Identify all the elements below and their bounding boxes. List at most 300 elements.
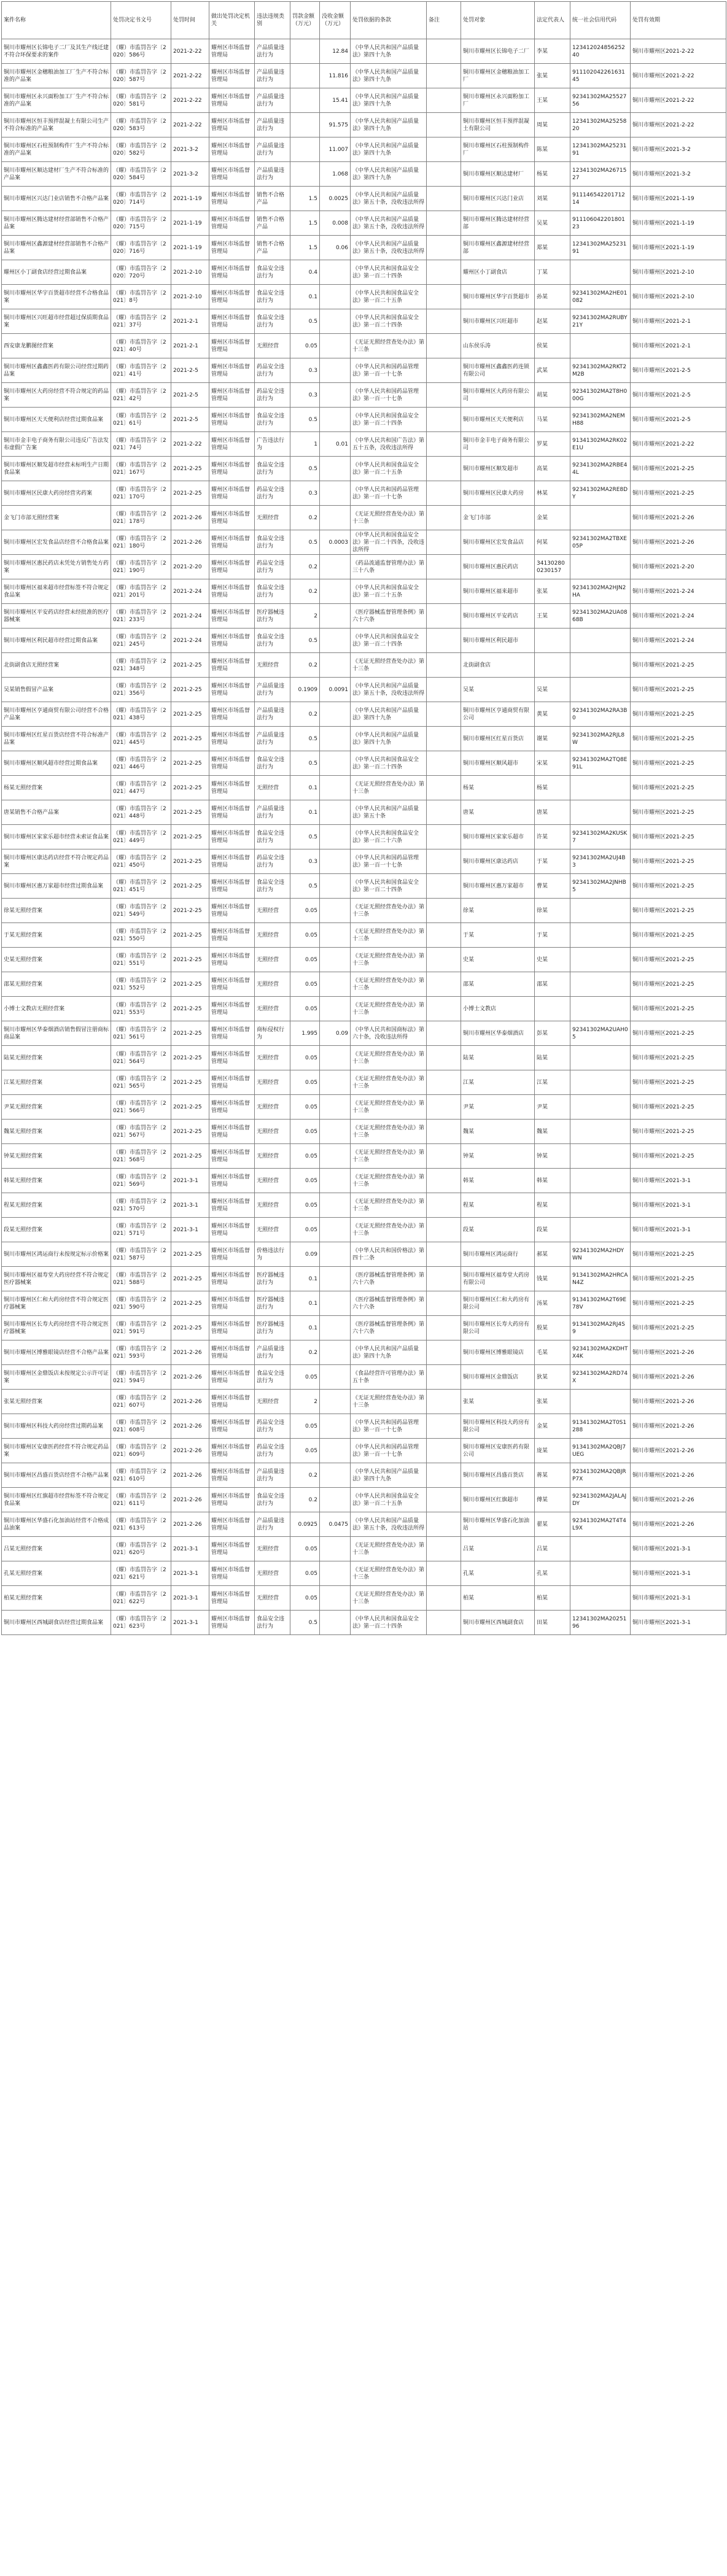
- cell-remark: [427, 1046, 461, 1070]
- cell-validity-period: 铜川市耀州区2021-2-26: [631, 1365, 726, 1390]
- cell-legal-representative: 魏某: [535, 1120, 570, 1144]
- table-row: [2, 309, 726, 334]
- cell-confiscation-amount: [320, 1390, 351, 1414]
- cell-legal-representative: 尹某: [535, 1095, 570, 1120]
- cell-violation-type: 药品安全违法行为: [255, 481, 290, 506]
- cell-penalty-date: 2021-2-26: [171, 1439, 209, 1463]
- cell-credit-code: [570, 776, 631, 800]
- cell-fine-amount: 0.2: [290, 1488, 320, 1512]
- cell-validity-period: 铜川市耀州区2021-2-1: [631, 309, 726, 334]
- cell-legal-representative: 毛某: [535, 1340, 570, 1365]
- cell-credit-code: [570, 555, 631, 579]
- cell-decision-number: （耀）市监罚告字〔2021〕570号: [111, 1193, 171, 1218]
- cell-decision-number: （耀）市监罚告字〔2021〕571号: [111, 1218, 171, 1242]
- cell-fine-amount: 0.5: [290, 751, 320, 776]
- cell-case-name: 铜川市耀州区石柱预制构件厂生产不符合标准的产品案: [2, 137, 111, 162]
- cell-case-name: 耀州区小丁副食店经营过期食品案: [2, 260, 111, 285]
- cell-violation-type: 药品安全违法行为: [255, 555, 290, 579]
- cell-confiscation-amount: 0.008: [320, 211, 351, 236]
- cell-violation-type: 无照经营: [255, 653, 290, 678]
- table-row: [2, 383, 726, 408]
- cell-remark: [427, 1561, 461, 1586]
- cell-confiscation-amount: [320, 653, 351, 678]
- cell-fine-amount: 0.2: [290, 653, 320, 678]
- table-row: [2, 1340, 726, 1365]
- cell-case-name: 铜川市耀州区博雅眼镜店经营不合格产品案: [2, 1340, 111, 1365]
- cell-authority: 耀州区市场监督管理局: [209, 211, 255, 236]
- cell-case-name: 韩某无照经营案: [2, 1169, 111, 1193]
- cell-fine-amount: 0.5: [290, 629, 320, 653]
- cell-authority: 耀州区市场监督管理局: [209, 1537, 255, 1561]
- table-row: [2, 88, 726, 113]
- cell-case-name: 唐某销售不合格产品案: [2, 800, 111, 825]
- cell-penalty-date: 2021-2-5: [171, 408, 209, 432]
- cell-credit-code: [570, 1120, 631, 1144]
- cell-penalized-party: 铜川市耀州区利民超市: [461, 629, 535, 653]
- cell-penalized-party: 耀州区小丁副食店: [461, 260, 535, 285]
- cell-authority: 耀州区市场监督管理局: [209, 776, 255, 800]
- cell-decision-number: （耀）市监罚告字〔2021〕567号: [111, 1120, 171, 1144]
- cell-authority: 耀州区市场监督管理局: [209, 64, 255, 88]
- cell-fine-amount: 0.1: [290, 285, 320, 309]
- cell-penalized-party: 铜川市耀州区华泰烟酒店: [461, 1021, 535, 1046]
- cell-penalty-date: 2021-2-22: [171, 64, 209, 88]
- cell-legal-representative: 田某: [535, 1611, 570, 1635]
- cell-authority: 耀州区市场监督管理局: [209, 678, 255, 702]
- cell-confiscation-amount: [320, 776, 351, 800]
- cell-legal-basis: 《无证无照经营查处办法》第十三条: [351, 1193, 427, 1218]
- table-row: [2, 702, 726, 727]
- cell-fine-amount: 0.1: [290, 800, 320, 825]
- table-row: [2, 1046, 726, 1070]
- cell-violation-type: 广告违法行为: [255, 432, 290, 457]
- cell-penalty-date: 2021-3-1: [171, 1193, 209, 1218]
- cell-case-name: 铜川市耀州区福寿堂大药房经营不符合规定医疗器械案: [2, 1267, 111, 1291]
- cell-validity-period: 铜川市耀州区2021-1-19: [631, 211, 726, 236]
- cell-fine-amount: 0.0925: [290, 1512, 320, 1537]
- cell-fine-amount: [290, 88, 320, 113]
- cell-violation-type: 食品安全违法行为: [255, 285, 290, 309]
- cell-remark: [427, 776, 461, 800]
- cell-legal-basis: 《无证无照经营查处办法》第十三条: [351, 1390, 427, 1414]
- cell-legal-representative: 曹某: [535, 874, 570, 899]
- cell-decision-number: （耀）市监罚告字〔2021〕565号: [111, 1070, 171, 1095]
- cell-violation-type: 药品安全违法行为: [255, 383, 290, 408]
- table-row: [2, 1611, 726, 1635]
- table-row: [2, 481, 726, 506]
- cell-violation-type: 医疗器械违法行为: [255, 1316, 290, 1340]
- cell-credit-code: 92341302MA2KUSK7: [570, 825, 631, 849]
- cell-case-name: 于某无照经营案: [2, 923, 111, 948]
- cell-legal-representative: 彭某: [535, 1021, 570, 1046]
- cell-fine-amount: 0.5: [290, 727, 320, 751]
- cell-fine-amount: 0.5: [290, 825, 320, 849]
- cell-legal-representative: 341302800230157: [535, 555, 570, 579]
- cell-legal-basis: 《无证无照经营查处办法》第十三条: [351, 972, 427, 997]
- cell-remark: [427, 555, 461, 579]
- cell-validity-period: 铜川市耀州区2021-2-25: [631, 702, 726, 727]
- cell-validity-period: 铜川市耀州区2021-2-26: [631, 1340, 726, 1365]
- cell-decision-number: （耀）市监罚告字〔2021〕245号: [111, 629, 171, 653]
- cell-decision-number: （耀）市监罚告字〔2021〕593号: [111, 1340, 171, 1365]
- cell-credit-code: 92341302MA2RE8DY: [570, 481, 631, 506]
- cell-legal-representative: 杨某: [535, 162, 570, 187]
- cell-confiscation-amount: 0.09: [320, 1021, 351, 1046]
- cell-fine-amount: 0.05: [290, 972, 320, 997]
- cell-validity-period: 铜川市耀州区2021-2-1: [631, 334, 726, 358]
- cell-credit-code: 91341302MA2T0S1288: [570, 1414, 631, 1439]
- cell-violation-type: 无照经营: [255, 776, 290, 800]
- cell-penalty-date: 2021-2-10: [171, 260, 209, 285]
- header-case-name: 案件名称: [2, 2, 111, 39]
- cell-legal-representative: 李某: [535, 39, 570, 64]
- cell-credit-code: 12341202485625240: [570, 39, 631, 64]
- cell-remark: [427, 211, 461, 236]
- cell-confiscation-amount: [320, 1046, 351, 1070]
- cell-authority: 耀州区市场监督管理局: [209, 113, 255, 137]
- table-row: [2, 776, 726, 800]
- cell-penalty-date: 2021-2-25: [171, 825, 209, 849]
- cell-penalized-party: 铜川市金丰电子商务有限公司: [461, 432, 535, 457]
- cell-legal-basis: 《无证无照经营查处办法》第十三条: [351, 1218, 427, 1242]
- cell-legal-basis: 《中华人民共和国产品质量法》第四十九条: [351, 727, 427, 751]
- cell-fine-amount: 0.05: [290, 899, 320, 923]
- cell-case-name: 铜川市耀州区金鼎饭店未按规定公示许可证案: [2, 1365, 111, 1390]
- cell-violation-type: 产品质量违法行为: [255, 1512, 290, 1537]
- table-row: [2, 1586, 726, 1611]
- cell-validity-period: 铜川市耀州区2021-3-2: [631, 137, 726, 162]
- cell-case-name: 铜川市耀州区惠万家超市经营过期食品案: [2, 874, 111, 899]
- cell-confiscation-amount: 1.068: [320, 162, 351, 187]
- cell-penalty-date: 2021-1-19: [171, 211, 209, 236]
- cell-validity-period: 铜川市耀州区2021-3-1: [631, 1537, 726, 1561]
- cell-legal-representative: 唐某: [535, 800, 570, 825]
- cell-legal-representative: 吴某: [535, 211, 570, 236]
- cell-authority: 耀州区市场监督管理局: [209, 629, 255, 653]
- cell-decision-number: （耀）市监罚告字〔2021〕591号: [111, 1316, 171, 1340]
- cell-credit-code: [570, 923, 631, 948]
- cell-confiscation-amount: [320, 1611, 351, 1635]
- cell-legal-representative: 高某: [535, 457, 570, 481]
- cell-case-name: 段某无照经营案: [2, 1218, 111, 1242]
- cell-authority: 耀州区市场监督管理局: [209, 579, 255, 604]
- cell-case-name: 陆某无照经营案: [2, 1046, 111, 1070]
- cell-credit-code: [570, 653, 631, 678]
- table-row: [2, 1365, 726, 1390]
- cell-credit-code: [570, 260, 631, 285]
- cell-violation-type: 食品安全违法行为: [255, 629, 290, 653]
- cell-penalized-party: 铜川市耀州区金穗粮油加工厂: [461, 64, 535, 88]
- cell-confiscation-amount: [320, 1561, 351, 1586]
- cell-fine-amount: 0.2: [290, 1340, 320, 1365]
- cell-legal-basis: 《中华人民共和国食品安全法》第一百二十五条: [351, 579, 427, 604]
- cell-decision-number: （耀）市监罚告字〔2021〕607号: [111, 1390, 171, 1414]
- cell-credit-code: [570, 678, 631, 702]
- cell-fine-amount: 0.05: [290, 1365, 320, 1390]
- table-row: [2, 1463, 726, 1488]
- cell-penalized-party: 铜川市耀州区兴旺超市: [461, 309, 535, 334]
- cell-legal-representative: 林某: [535, 481, 570, 506]
- cell-case-name: 钟某无照经营案: [2, 1144, 111, 1169]
- table-row: [2, 727, 726, 751]
- cell-authority: 耀州区市场监督管理局: [209, 260, 255, 285]
- cell-credit-code: [570, 972, 631, 997]
- cell-penalized-party: 铜川市耀州区昌盛百货店: [461, 1463, 535, 1488]
- cell-credit-code: 92341302MA2RJL8W: [570, 727, 631, 751]
- cell-validity-period: 铜川市耀州区2021-2-25: [631, 899, 726, 923]
- cell-legal-representative: 罗某: [535, 432, 570, 457]
- cell-confiscation-amount: [320, 629, 351, 653]
- cell-decision-number: （耀）市监罚告字〔2021〕564号: [111, 1046, 171, 1070]
- cell-credit-code: [570, 1144, 631, 1169]
- cell-penalty-date: 2021-2-25: [171, 874, 209, 899]
- cell-case-name: 程某无照经营案: [2, 1193, 111, 1218]
- cell-legal-basis: 《中华人民共和国产品质量法》第四十九条: [351, 137, 427, 162]
- cell-credit-code: 91341302MA2QBJ7UEG: [570, 1439, 631, 1463]
- cell-violation-type: 无照经营: [255, 1095, 290, 1120]
- cell-confiscation-amount: [320, 800, 351, 825]
- cell-authority: 耀州区市场监督管理局: [209, 236, 255, 260]
- cell-authority: 耀州区市场监督管理局: [209, 457, 255, 481]
- cell-validity-period: 铜川市耀州区2021-2-25: [631, 751, 726, 776]
- cell-confiscation-amount: [320, 849, 351, 874]
- table-row: [2, 1439, 726, 1463]
- cell-violation-type: 医疗器械违法行为: [255, 1267, 290, 1291]
- cell-credit-code: [570, 899, 631, 923]
- cell-remark: [427, 88, 461, 113]
- cell-penalty-date: 2021-2-22: [171, 113, 209, 137]
- cell-confiscation-amount: [320, 1095, 351, 1120]
- cell-penalized-party: 唐某: [461, 800, 535, 825]
- cell-violation-type: 无照经营: [255, 334, 290, 358]
- cell-case-name: 铜川市耀州区顺达建材厂生产不符合标准的产品案: [2, 162, 111, 187]
- cell-case-name: 铜川市耀州区恒丰预拌混凝土有限公司生产不符合标准的产品案: [2, 113, 111, 137]
- cell-penalty-date: 2021-2-25: [171, 1267, 209, 1291]
- cell-violation-type: 无照经营: [255, 1070, 290, 1095]
- cell-legal-basis: 《中华人民共和国商标法》第六十条，没收违法所得: [351, 1021, 427, 1046]
- cell-confiscation-amount: [320, 1586, 351, 1611]
- cell-fine-amount: 0.09: [290, 1242, 320, 1267]
- cell-penalized-party: 铜川市耀州区石柱预制构件厂: [461, 137, 535, 162]
- table-row: [2, 1021, 726, 1046]
- cell-decision-number: （耀）市监罚告字〔2021〕613号: [111, 1512, 171, 1537]
- table-row: [2, 751, 726, 776]
- cell-penalized-party: 铜川市耀州区长寿大药房有限公司: [461, 1316, 535, 1340]
- cell-decision-number: （耀）市监罚告字〔2021〕608号: [111, 1414, 171, 1439]
- cell-legal-basis: 《中华人民共和国食品安全法》第一百二十四条，没收违法所得: [351, 530, 427, 555]
- cell-confiscation-amount: [320, 408, 351, 432]
- cell-confiscation-amount: 11.816: [320, 64, 351, 88]
- cell-remark: [427, 1218, 461, 1242]
- cell-decision-number: （耀）市监罚告字〔2021〕178号: [111, 506, 171, 530]
- cell-validity-period: 铜川市耀州区2021-2-25: [631, 1267, 726, 1291]
- cell-penalty-date: 2021-2-25: [171, 1316, 209, 1340]
- cell-fine-amount: 1: [290, 432, 320, 457]
- cell-penalty-date: 2021-2-26: [171, 506, 209, 530]
- cell-remark: [427, 727, 461, 751]
- cell-legal-basis: 《无证无照经营查处办法》第十三条: [351, 1169, 427, 1193]
- cell-authority: 耀州区市场监督管理局: [209, 1218, 255, 1242]
- cell-case-name: 铜川市耀州区家家乐超市经营未索证食品案: [2, 825, 111, 849]
- cell-legal-representative: 张某: [535, 1390, 570, 1414]
- cell-remark: [427, 629, 461, 653]
- cell-validity-period: 铜川市耀州区2021-2-5: [631, 358, 726, 383]
- table-row: [2, 113, 726, 137]
- cell-decision-number: （耀）市监罚告字〔2021〕37号: [111, 309, 171, 334]
- cell-decision-number: （耀）市监罚告字〔2021〕170号: [111, 481, 171, 506]
- cell-authority: 耀州区市场监督管理局: [209, 702, 255, 727]
- cell-validity-period: 铜川市耀州区2021-2-25: [631, 653, 726, 678]
- cell-legal-basis: 《无证无照经营查处办法》第十三条: [351, 1537, 427, 1561]
- cell-case-name: 柏某无照经营案: [2, 1586, 111, 1611]
- table-row: [2, 211, 726, 236]
- cell-remark: [427, 187, 461, 211]
- table-row: [2, 457, 726, 481]
- table-row: [2, 1414, 726, 1439]
- cell-legal-representative: 钟某: [535, 1144, 570, 1169]
- cell-fine-amount: 0.05: [290, 1586, 320, 1611]
- cell-credit-code: 91341302MA2T69E78V: [570, 1291, 631, 1316]
- cell-penalty-date: 2021-2-26: [171, 1340, 209, 1365]
- cell-decision-number: （耀）市监罚告字〔2021〕561号: [111, 1021, 171, 1046]
- cell-validity-period: 铜川市耀州区2021-2-25: [631, 1316, 726, 1340]
- cell-validity-period: 铜川市耀州区2021-2-26: [631, 1463, 726, 1488]
- cell-case-name: 铜川市耀州区亨通商贸有限公司经营不合格产品案: [2, 702, 111, 727]
- table-row: [2, 972, 726, 997]
- cell-authority: 耀州区市场监督管理局: [209, 1611, 255, 1635]
- cell-case-name: 徐某无照经营案: [2, 899, 111, 923]
- cell-penalized-party: 铜川市耀州区惠民药店: [461, 555, 535, 579]
- cell-legal-basis: 《无证无照经营查处办法》第十三条: [351, 1046, 427, 1070]
- cell-fine-amount: 0.05: [290, 1095, 320, 1120]
- cell-remark: [427, 1512, 461, 1537]
- cell-authority: 耀州区市场监督管理局: [209, 285, 255, 309]
- cell-decision-number: （耀）市监罚告字〔2021〕551号: [111, 948, 171, 972]
- cell-confiscation-amount: [320, 604, 351, 629]
- cell-case-name: 魏某无照经营案: [2, 1120, 111, 1144]
- cell-penalized-party: 邵某: [461, 972, 535, 997]
- cell-legal-basis: 《中华人民共和国产品质量法》第四十九条: [351, 39, 427, 64]
- cell-validity-period: 铜川市耀州区2021-2-25: [631, 1021, 726, 1046]
- cell-validity-period: 铜川市耀州区2021-2-25: [631, 849, 726, 874]
- cell-violation-type: 无照经营: [255, 1218, 290, 1242]
- cell-decision-number: （耀）市监罚告字〔2021〕450号: [111, 849, 171, 874]
- cell-decision-number: （耀）市监罚告字〔2021〕41号: [111, 358, 171, 383]
- cell-confiscation-amount: 91.575: [320, 113, 351, 137]
- cell-fine-amount: 0.3: [290, 481, 320, 506]
- cell-authority: 耀州区市场监督管理局: [209, 972, 255, 997]
- cell-penalized-party: 吕某: [461, 1537, 535, 1561]
- cell-case-name: 铜川市耀州区顺风超市经营过期食品案: [2, 751, 111, 776]
- cell-decision-number: （耀）市监罚告字〔2021〕622号: [111, 1586, 171, 1611]
- cell-case-name: 铜川市耀州区昌盛百货店经营不合格产品案: [2, 1463, 111, 1488]
- cell-fine-amount: 0.05: [290, 1561, 320, 1586]
- table-row: [2, 39, 726, 64]
- cell-case-name: 张某无照经营案: [2, 1390, 111, 1414]
- cell-violation-type: 无照经营: [255, 1390, 290, 1414]
- cell-decision-number: （耀）市监罚告字〔2020〕582号: [111, 137, 171, 162]
- table-row: [2, 1488, 726, 1512]
- cell-legal-basis: 《无证无照经营查处办法》第十三条: [351, 334, 427, 358]
- cell-fine-amount: 0.2: [290, 1463, 320, 1488]
- cell-penalty-date: 2021-2-25: [171, 899, 209, 923]
- cell-case-name: 孔某无照经营案: [2, 1561, 111, 1586]
- cell-case-name: 铜川市耀州区安康医药经营不符合规定药品案: [2, 1439, 111, 1463]
- table-row: [2, 432, 726, 457]
- cell-validity-period: 铜川市耀州区2021-3-1: [631, 1586, 726, 1611]
- cell-legal-basis: 《中华人民共和国食品安全法》第一百二十四条: [351, 408, 427, 432]
- cell-fine-amount: [290, 113, 320, 137]
- table-row: [2, 1512, 726, 1537]
- cell-decision-number: （耀）市监罚告字〔2020〕581号: [111, 88, 171, 113]
- cell-authority: 耀州区市场监督管理局: [209, 88, 255, 113]
- cell-case-name: 铜川市耀州区惠民药店未凭处方销售处方药案: [2, 555, 111, 579]
- cell-violation-type: 食品安全违法行为: [255, 751, 290, 776]
- cell-remark: [427, 948, 461, 972]
- cell-authority: 耀州区市场监督管理局: [209, 481, 255, 506]
- cell-penalty-date: 2021-2-24: [171, 629, 209, 653]
- cell-remark: [427, 1340, 461, 1365]
- cell-case-name: 铜川市耀州区平安药店经营未经批准的医疗器械案: [2, 604, 111, 629]
- cell-decision-number: （耀）市监罚告字〔2021〕61号: [111, 408, 171, 432]
- cell-authority: 耀州区市场监督管理局: [209, 849, 255, 874]
- cell-fine-amount: 0.05: [290, 997, 320, 1021]
- table-body: [2, 39, 726, 1635]
- cell-penalized-party: 钟某: [461, 1144, 535, 1169]
- cell-case-name: 北街副食店无照经营案: [2, 653, 111, 678]
- cell-violation-type: 无照经营: [255, 1169, 290, 1193]
- cell-confiscation-amount: [320, 1340, 351, 1365]
- cell-confiscation-amount: 0.0475: [320, 1512, 351, 1537]
- cell-legal-basis: 《无证无照经营查处办法》第十三条: [351, 1586, 427, 1611]
- cell-credit-code: 92341302MA2UAH05: [570, 1021, 631, 1046]
- cell-violation-type: 食品安全违法行为: [255, 309, 290, 334]
- table-row: [2, 334, 726, 358]
- cell-validity-period: 铜川市耀州区2021-2-25: [631, 1046, 726, 1070]
- cell-credit-code: [570, 1390, 631, 1414]
- cell-penalty-date: 2021-2-25: [171, 1144, 209, 1169]
- cell-validity-period: 铜川市耀州区2021-2-24: [631, 629, 726, 653]
- cell-remark: [427, 923, 461, 948]
- cell-validity-period: 铜川市耀州区2021-2-25: [631, 800, 726, 825]
- cell-authority: 耀州区市场监督管理局: [209, 358, 255, 383]
- cell-decision-number: （耀）市监罚告字〔2021〕552号: [111, 972, 171, 997]
- cell-confiscation-amount: [320, 579, 351, 604]
- cell-penalized-party: 铜川市耀州区腾达建材经营部: [461, 211, 535, 236]
- cell-violation-type: 食品安全违法行为: [255, 579, 290, 604]
- cell-validity-period: 铜川市耀州区2021-2-25: [631, 457, 726, 481]
- cell-penalty-date: 2021-3-1: [171, 1586, 209, 1611]
- cell-penalty-date: 2021-2-22: [171, 432, 209, 457]
- cell-remark: [427, 113, 461, 137]
- cell-decision-number: （耀）市监罚告字〔2021〕569号: [111, 1169, 171, 1193]
- cell-penalized-party: 北街副食店: [461, 653, 535, 678]
- cell-fine-amount: 0.2: [290, 555, 320, 579]
- cell-legal-basis: 《医疗器械监督管理条例》第六十六条: [351, 1267, 427, 1291]
- cell-decision-number: （耀）市监罚告字〔2020〕587号: [111, 64, 171, 88]
- cell-validity-period: 铜川市耀州区2021-2-5: [631, 383, 726, 408]
- cell-credit-code: 92341302MA2UA0868B: [570, 604, 631, 629]
- cell-authority: 耀州区市场监督管理局: [209, 1070, 255, 1095]
- cell-legal-representative: 汤某: [535, 1291, 570, 1316]
- cell-violation-type: 销售不合格产品: [255, 187, 290, 211]
- cell-validity-period: 铜川市耀州区2021-2-10: [631, 260, 726, 285]
- cell-validity-period: 铜川市耀州区2021-2-25: [631, 972, 726, 997]
- cell-legal-representative: 钱某: [535, 1267, 570, 1291]
- cell-credit-code: [570, 1193, 631, 1218]
- cell-fine-amount: 0.05: [290, 1439, 320, 1463]
- cell-penalized-party: 孔某: [461, 1561, 535, 1586]
